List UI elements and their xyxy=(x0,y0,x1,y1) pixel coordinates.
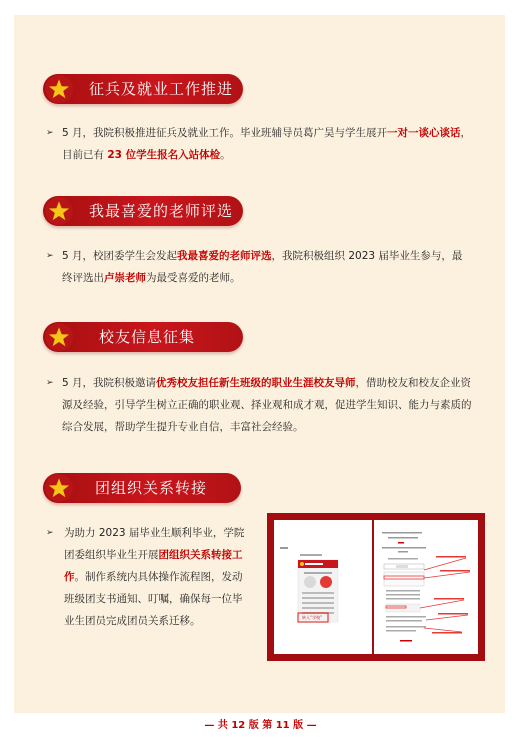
section-header-enlistment xyxy=(43,74,243,104)
highlight-text: 优秀校友担任新生班级的职业生涯校友导师 xyxy=(156,377,356,389)
text: 为助力 2023 届毕业生顺利毕业，学院团委组织毕业生开展 xyxy=(64,527,245,561)
text: 为最受喜爱的老师。 xyxy=(146,272,241,284)
bullet-arrow-icon: ➢ xyxy=(46,528,54,538)
highlight-text: 团组织关系转接工作 xyxy=(64,549,243,583)
section-header-favorite-teacher xyxy=(43,196,243,226)
highlight-text: 23 位学生报名入站体检 xyxy=(107,149,221,161)
text: 5 月，我院积极邀请 xyxy=(62,377,157,389)
star-icon xyxy=(45,474,73,502)
text: 。 xyxy=(220,149,231,161)
screenshot-callout-label: 转入“学校” xyxy=(302,615,323,620)
screenshot-photo-frame xyxy=(267,513,485,661)
text: ，目前已有 xyxy=(62,127,472,161)
star-icon xyxy=(45,197,73,225)
section-header-league-transfer xyxy=(43,473,241,503)
highlight-text: 我最喜爱的老师评选 xyxy=(177,250,272,262)
highlight-text: 一对一谈心谈话 xyxy=(387,127,461,139)
section-title: 校友信息征集 xyxy=(99,328,196,346)
paragraph-favorite-teacher xyxy=(62,245,472,289)
text: 5 月，校团委学生会发起 xyxy=(62,250,178,262)
highlight-text: 卢崇老师 xyxy=(104,272,146,284)
section-header-alumni xyxy=(43,322,243,352)
system-screenshot-right xyxy=(374,520,478,654)
system-screenshot-left xyxy=(274,520,372,654)
star-icon xyxy=(45,75,73,103)
bullet-arrow-icon: ➢ xyxy=(46,251,54,261)
paragraph-league-transfer xyxy=(64,522,252,632)
text: ，我院积极组织 2023 届毕业生参与，最终评选出 xyxy=(62,250,463,284)
paragraph-alumni xyxy=(62,372,472,438)
star-icon xyxy=(45,323,73,351)
section-title: 征兵及就业工作推进 xyxy=(89,80,234,98)
text: 5 月，我院积极推进征兵及就业工作。毕业班辅导员葛广昊与学生展开 xyxy=(62,127,388,139)
section-title: 团组织关系转接 xyxy=(95,479,208,497)
bullet-arrow-icon: ➢ xyxy=(46,378,54,388)
section-title: 我最喜爱的老师评选 xyxy=(89,202,234,220)
page-footer: — 共 12 版 第 11 版 — xyxy=(204,720,317,731)
bullet-arrow-icon: ➢ xyxy=(46,128,54,138)
paragraph-enlistment xyxy=(62,122,472,166)
text: 。制作系统内具体操作流程图，发动班级团支书通知、叮嘱，确保每一位毕业生团员完成团员关系迁移。 xyxy=(64,571,243,627)
text: ，借助校友和校友企业资源及经验，引导学生树立正确的职业观、择业观和成才观，促进学生知识、能力与素质的综合发展，帮助学生提升专业自信，丰富社会经验。 xyxy=(62,377,472,433)
